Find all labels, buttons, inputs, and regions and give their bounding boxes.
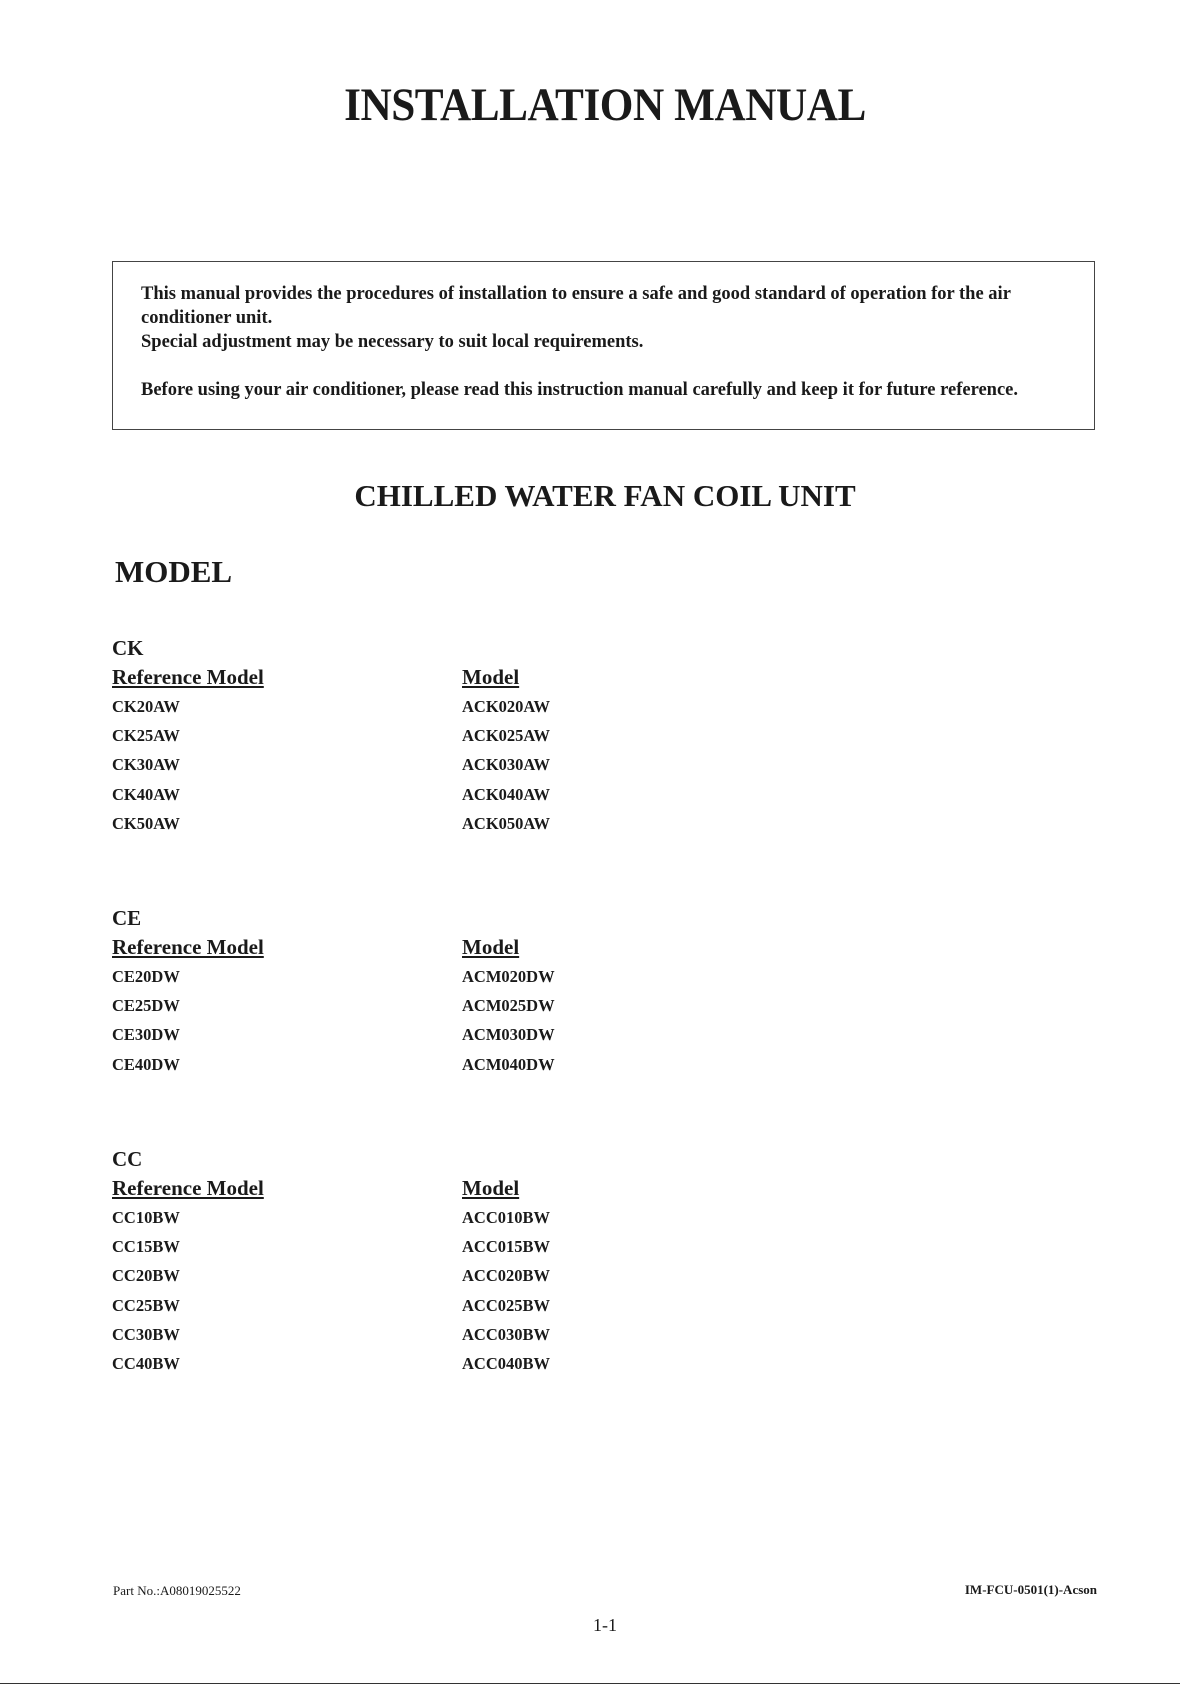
model-cell: ACK050AW <box>462 813 551 833</box>
reference-model-cell: CK30AW <box>112 755 180 775</box>
reference-model-cell: CE40DW <box>112 1054 180 1074</box>
bottom-rule <box>0 1683 1180 1684</box>
reference-model-header: Reference Model <box>112 935 264 959</box>
model-column <box>462 933 812 1082</box>
reference-model-cell: CE25DW <box>112 996 180 1016</box>
reference-model-cell: CK20AW <box>112 697 180 716</box>
model-header: Model <box>462 1176 520 1200</box>
reference-model-cell: CC15BW <box>112 1237 180 1257</box>
model-header: Model <box>462 665 520 689</box>
model-group-ck <box>112 636 812 841</box>
model-cell: ACK030AW <box>462 755 551 775</box>
reference-model-cell: CC30BW <box>112 1324 180 1344</box>
reference-model-column <box>112 933 462 1082</box>
group-code: CK <box>112 636 144 660</box>
page-title: INSTALLATION MANUAL <box>344 79 866 131</box>
model-heading: MODEL <box>115 554 233 589</box>
reference-model-cell: CK50AW <box>112 813 180 833</box>
model-cell: ACC015BW <box>462 1237 551 1257</box>
model-cell: ACK025AW <box>462 726 551 746</box>
model-cell: ACK040AW <box>462 784 551 804</box>
model-group-cc <box>112 1147 812 1381</box>
model-column <box>462 663 812 841</box>
notice-line-3: Before using your air conditioner, please read this instruction manual carefully and keep it for future reference. <box>141 380 1019 400</box>
page-number: 1-1 <box>593 1615 617 1635</box>
reference-model-cell: CK25AW <box>112 726 180 746</box>
reference-model-header: Reference Model <box>112 1176 264 1200</box>
group-code: CC <box>112 1147 143 1171</box>
model-cell: ACK020AW <box>462 697 551 716</box>
model-cell: ACM020DW <box>462 967 555 986</box>
model-column <box>462 1174 812 1381</box>
model-cell: ACM030DW <box>462 1025 555 1045</box>
model-cell: ACC025BW <box>462 1295 551 1315</box>
model-cell: ACC010BW <box>462 1208 551 1227</box>
model-cell: ACC020BW <box>462 1266 551 1286</box>
reference-model-cell: CC40BW <box>112 1353 180 1373</box>
reference-model-cell: CE30DW <box>112 1025 180 1045</box>
model-cell: ACM025DW <box>462 996 555 1016</box>
model-cell: ACM040DW <box>462 1054 555 1074</box>
reference-model-cell: CK40AW <box>112 784 180 804</box>
notice-line-1: This manual provides the procedures of installation to ensure a safe and good standard of operation for the air conditioner unit. <box>141 284 1011 328</box>
reference-model-column <box>112 1174 462 1381</box>
reference-model-cell: CC10BW <box>112 1208 180 1227</box>
reference-model-cell: CC25BW <box>112 1295 180 1315</box>
part-number: Part No.:A08019025522 <box>113 1583 241 1598</box>
reference-model-cell: CE20DW <box>112 967 180 986</box>
reference-model-cell: CC20BW <box>112 1266 180 1286</box>
reference-model-column <box>112 663 462 841</box>
product-subtitle: CHILLED WATER FAN COIL UNIT <box>354 478 856 513</box>
notice-line-2: Special adjustment may be necessary to suit local requirements. <box>141 332 644 352</box>
model-cell: ACC040BW <box>462 1353 551 1373</box>
reference-model-header: Reference Model <box>112 665 264 689</box>
model-header: Model <box>462 935 520 959</box>
group-code: CE <box>112 906 142 930</box>
model-group-ce <box>112 906 812 1082</box>
model-cell: ACC030BW <box>462 1324 551 1344</box>
document-code: IM-FCU-0501(1)-Acson <box>964 1582 1097 1597</box>
notice-box <box>112 261 1095 430</box>
